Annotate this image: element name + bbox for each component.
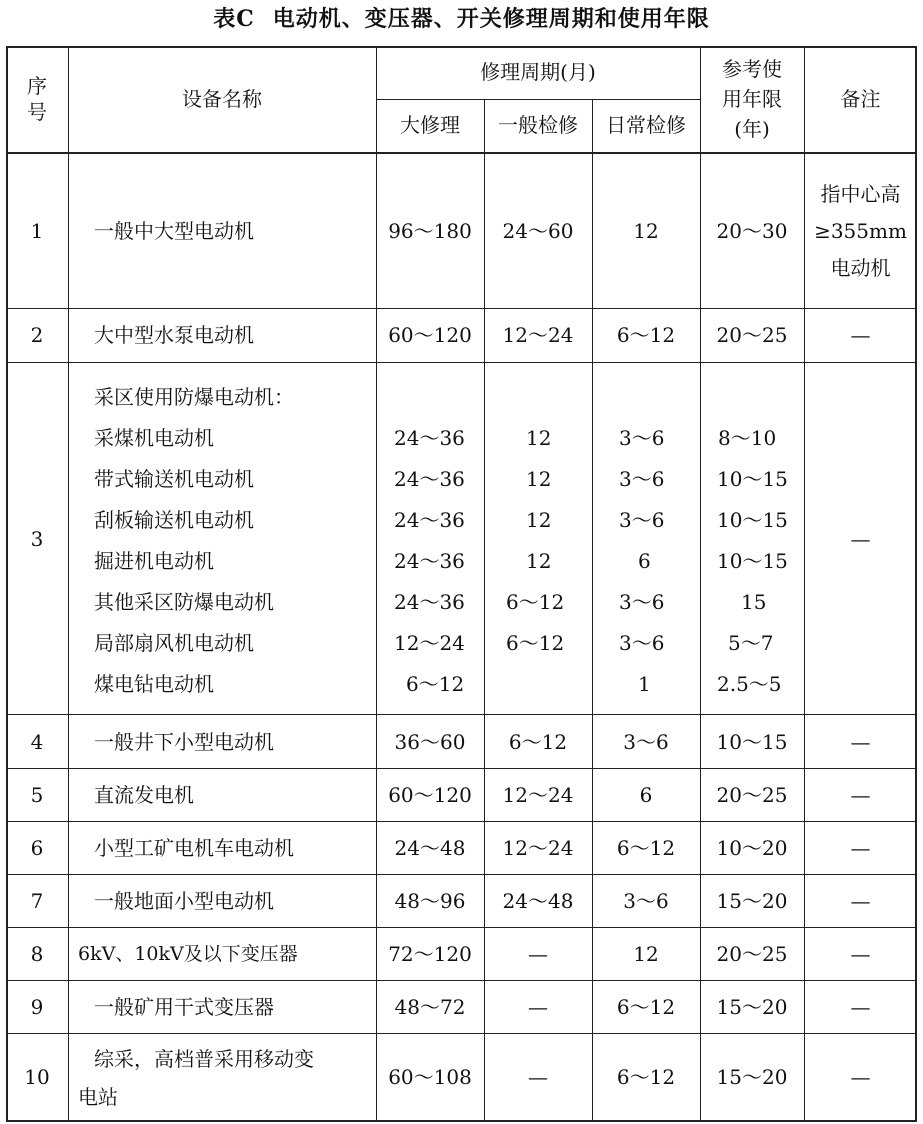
row-9-general: — <box>528 995 548 1019</box>
row-5-seq: 5 <box>30 783 44 807</box>
row-2-daily: 6～12 <box>616 323 676 347</box>
row-6-remark: — <box>850 836 871 860</box>
row-10-remark: — <box>850 1065 871 1089</box>
row-6-life: 10～20 <box>716 836 788 860</box>
row-9-daily: 6～12 <box>616 995 676 1019</box>
col-line <box>484 99 485 1122</box>
row-1-remark <box>804 154 917 308</box>
header-remark: 备注 <box>840 86 881 111</box>
row-1-life: 20～30 <box>716 218 788 243</box>
border-right <box>915 46 917 1122</box>
row-2-life: 20～25 <box>716 323 788 347</box>
row-6-general: 12～24 <box>502 836 574 860</box>
sub-row-life: 5～7 <box>728 631 774 655</box>
col-line <box>804 46 805 1122</box>
sub-row-daily: 6 <box>638 549 651 573</box>
border-top <box>6 46 917 48</box>
row-8-remark: — <box>850 942 871 966</box>
row-line <box>6 980 917 981</box>
header-life <box>700 46 804 152</box>
table-title <box>0 2 923 36</box>
row-8-seq: 8 <box>30 942 44 966</box>
header-life-line: (年) <box>734 117 770 141</box>
row-5-name: 直流发电机 <box>94 783 194 807</box>
sub-row-daily: 1 <box>638 672 651 696</box>
row-line <box>6 874 917 875</box>
sub-row-daily: 3～6 <box>619 426 665 450</box>
row-3-seq: 3 <box>30 526 44 551</box>
row-1-seq: 1 <box>30 218 44 243</box>
sub-row-general: 12 <box>526 467 552 491</box>
row-3-remark: — <box>850 526 871 551</box>
sub-row-daily: 3～6 <box>619 508 665 532</box>
header-life-line: 用年限 <box>722 87 782 111</box>
row-4-daily: 3～6 <box>623 729 669 754</box>
row-9-seq: 9 <box>30 995 44 1019</box>
row-7-major: 48～96 <box>394 889 466 913</box>
row-10-daily: 6～12 <box>616 1065 676 1089</box>
sub-row-major: 24～36 <box>394 549 465 573</box>
row-10-life: 15～20 <box>716 1065 788 1089</box>
header-life-line: 参考使 <box>722 57 782 81</box>
header-seq <box>6 46 68 152</box>
header-daily: 日常检修 <box>606 113 686 137</box>
row-10-seq: 10 <box>24 1065 50 1089</box>
row-10-name-line: 电站 <box>78 1084 118 1109</box>
row-line <box>6 714 917 715</box>
remark-line: 指中心高 <box>820 181 901 206</box>
row-10-name-line: 综采，高档普采用移动变 <box>94 1046 314 1071</box>
sub-row-name: 带式输送机电动机 <box>94 467 254 491</box>
sub-row-life: 10～15 <box>717 467 788 491</box>
sub-row-major: 24～36 <box>394 508 465 532</box>
row-7-remark: — <box>850 889 871 913</box>
col-line <box>68 46 69 1122</box>
table-caption: 电动机、变压器、开关修理周期和使用年限 <box>272 6 710 32</box>
sub-row-life: 10～15 <box>717 549 788 573</box>
row-7-daily: 3～6 <box>623 889 669 913</box>
sub-row-general: 12 <box>526 508 552 532</box>
header-device: 设备名称 <box>182 86 262 111</box>
sub-row-daily: 3～6 <box>619 631 665 655</box>
sub-row-general: 6～12 <box>506 590 565 614</box>
row-10-general: — <box>528 1065 548 1089</box>
row-10-major: 60～108 <box>388 1065 472 1089</box>
row-5-daily: 6 <box>639 783 653 807</box>
sub-row-name: 采煤机电动机 <box>94 426 214 450</box>
sub-row-name: 煤电钻电动机 <box>94 672 214 696</box>
row-8-life: 20～25 <box>716 942 788 966</box>
header-seq-text: 序号 <box>27 74 47 124</box>
row-1-general: 24～60 <box>502 218 574 243</box>
row-9-name: 一般矿用干式变压器 <box>94 995 274 1019</box>
sub-row-major: 24～36 <box>394 426 465 450</box>
remark-line: ≥355mm <box>814 218 907 243</box>
row-7-seq: 7 <box>30 889 44 913</box>
row-1-name: 一般中大型电动机 <box>94 218 254 243</box>
border-left <box>6 46 8 1122</box>
row-2-general: 12～24 <box>502 323 574 347</box>
row-10-name <box>68 1035 376 1120</box>
header-general: 一般检修 <box>498 113 578 137</box>
row-8-name: 6kV、10kV及以下变压器 <box>78 942 298 965</box>
repair-cycle-table <box>6 46 917 1122</box>
row-7-name: 一般地面小型电动机 <box>94 889 274 913</box>
row-6-major: 24～48 <box>394 836 466 860</box>
row-5-remark: — <box>850 783 871 807</box>
header-bottom-line <box>6 152 917 154</box>
row-2-seq: 2 <box>30 323 44 347</box>
row-2-remark: — <box>850 323 871 347</box>
row-4-major: 36～60 <box>394 729 466 754</box>
row-4-name: 一般井下小型电动机 <box>94 729 274 754</box>
header-major: 大修理 <box>400 113 460 137</box>
header-cycle-group: 修理周期(月) <box>480 60 596 84</box>
sub-row-general: 12 <box>526 549 552 573</box>
row-7-general: 24～48 <box>502 889 574 913</box>
sub-row-daily: 3～6 <box>619 467 665 491</box>
row-9-life: 15～20 <box>716 995 788 1019</box>
sub-row-name: 局部扇风机电动机 <box>94 631 254 655</box>
sub-row-life: 2.5～5 <box>717 672 782 696</box>
sub-row-daily: 3～6 <box>619 590 665 614</box>
row-8-major: 72～120 <box>388 942 472 966</box>
row-2-major: 60～120 <box>388 323 472 347</box>
row-4-remark: — <box>850 729 871 754</box>
sub-row-major: 12～24 <box>394 631 465 655</box>
row-6-seq: 6 <box>30 836 44 860</box>
header-subline <box>376 99 700 100</box>
row-line <box>6 768 917 769</box>
row-6-name: 小型工矿电机车电动机 <box>94 836 294 860</box>
row-line <box>6 362 917 363</box>
sub-row-general: 12 <box>526 426 552 450</box>
table-label: 表C <box>213 6 255 32</box>
row-9-major: 48～72 <box>394 995 466 1019</box>
row-line <box>6 927 917 928</box>
row-8-general: — <box>528 942 548 966</box>
row-3-name: 采区使用防爆电动机： <box>94 385 294 409</box>
sub-row-major: 6～12 <box>406 672 465 696</box>
row-5-life: 20～25 <box>716 783 788 807</box>
row-line <box>6 821 917 822</box>
sub-row-major: 24～36 <box>394 590 465 614</box>
remark-line: 电动机 <box>830 255 891 280</box>
row-2-name: 大中型水泵电动机 <box>94 323 254 347</box>
row-1-daily: 12 <box>633 218 659 243</box>
sub-row-life: 15 <box>741 590 767 614</box>
col-line <box>592 99 593 1122</box>
row-1-major: 96～180 <box>388 218 472 243</box>
row-line <box>6 1033 917 1034</box>
sub-row-life: 8～10 <box>718 426 777 450</box>
row-7-life: 15～20 <box>716 889 788 913</box>
sub-row-name: 其他采区防爆电动机 <box>94 590 274 614</box>
col-line <box>376 46 377 1122</box>
row-9-remark: — <box>850 995 871 1019</box>
row-5-major: 60～120 <box>388 783 472 807</box>
row-line <box>6 308 917 309</box>
row-5-general: 12～24 <box>502 783 574 807</box>
sub-row-major: 24～36 <box>394 467 465 491</box>
sub-row-name: 掘进机电动机 <box>94 549 214 573</box>
sub-row-name: 刮板输送机电动机 <box>94 508 254 532</box>
col-line <box>700 46 701 1122</box>
row-4-general: 6～12 <box>508 729 568 754</box>
row-4-life: 10～15 <box>716 729 788 754</box>
row-6-daily: 6～12 <box>616 836 676 860</box>
border-bottom <box>6 1120 917 1122</box>
sub-row-life: 10～15 <box>717 508 788 532</box>
sub-row-general: 6～12 <box>506 631 565 655</box>
row-4-seq: 4 <box>30 729 44 754</box>
row-8-daily: 12 <box>633 942 659 966</box>
